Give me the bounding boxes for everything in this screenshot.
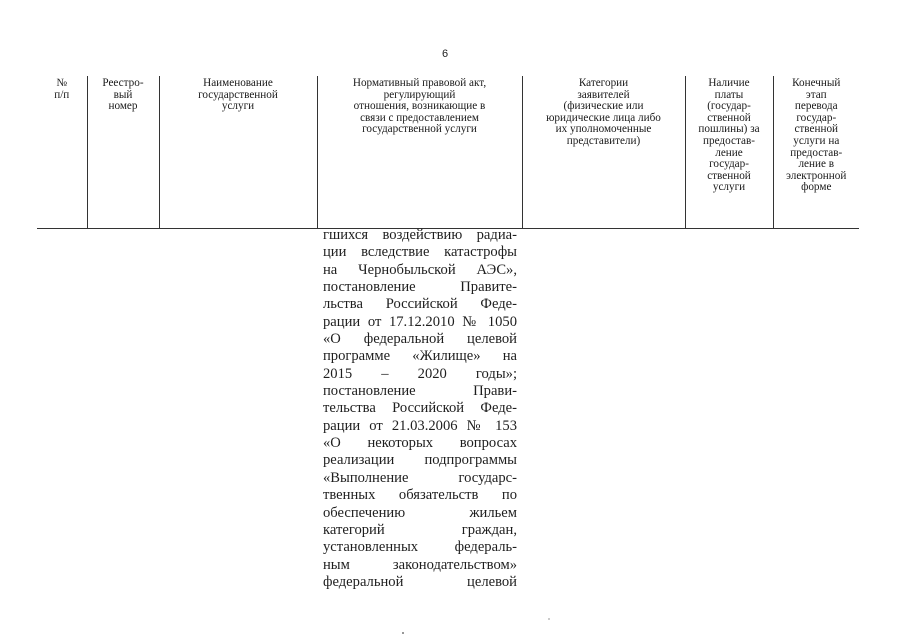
column-header-final-stage: Конечный этап перевода государ- ственной услуги на предостав- ление в электронной форме [773, 76, 859, 229]
text-line: постановление Правите- [323, 279, 517, 296]
text-line: постановление Прави- [323, 383, 517, 400]
text-line: обеспечению жильем [323, 504, 517, 521]
text-line: программе «Жилище» на [323, 348, 517, 365]
text-line: «О федеральной целевой [323, 331, 517, 348]
text-line: «Выполнение государс- [323, 469, 517, 486]
column-header-service-name: Наименование государственной услуги [159, 76, 317, 229]
text-line: рации от 17.12.2010 № 1050 [323, 313, 517, 330]
page-number: 6 [441, 48, 449, 60]
column-header-applicant-categories: Категории заявителей (физические или юридические лица либо их уполномоченные представители) [522, 76, 685, 229]
column-header-registry-number: Реестро- вый номер [87, 76, 159, 229]
text-line: рации от 21.03.2006 № 153 [323, 417, 517, 434]
header-row [37, 76, 859, 229]
text-line: льства Российской Феде- [323, 296, 517, 313]
scan-speck [548, 618, 550, 620]
column-header-fee: Наличие платы (государ- ственной пошлины) за предостав- ление государ- ственной услуги [685, 76, 773, 229]
text-line: федеральной целевой [323, 573, 517, 590]
text-line: установленных федераль- [323, 539, 517, 556]
text-line: гшихся воздействию радиа- [323, 227, 517, 243]
services-header-table [37, 76, 859, 229]
text-line: категорий граждан, [323, 521, 517, 538]
legal-act-continuation-text [323, 227, 517, 591]
text-line: твенных обязательств по [323, 487, 517, 504]
text-line: ции вследствие катастрофы [323, 244, 517, 261]
text-line: реализации подпрограммы [323, 452, 517, 469]
column-header-number: № п/п [37, 76, 87, 229]
column-header-legal-act: Нормативный правовой акт, регулирующий отношения, возникающие в связи с предоставлением государственной услуги [317, 76, 522, 229]
text-line: тельства Российской Феде- [323, 400, 517, 417]
text-line: на Чернобыльской АЭС», [323, 261, 517, 278]
scan-speck [402, 632, 404, 634]
text-line: 2015 – 2020 годы»; [323, 365, 517, 382]
text-line: ным законодательством» [323, 556, 517, 573]
text-line: «О некоторых вопросах [323, 435, 517, 452]
